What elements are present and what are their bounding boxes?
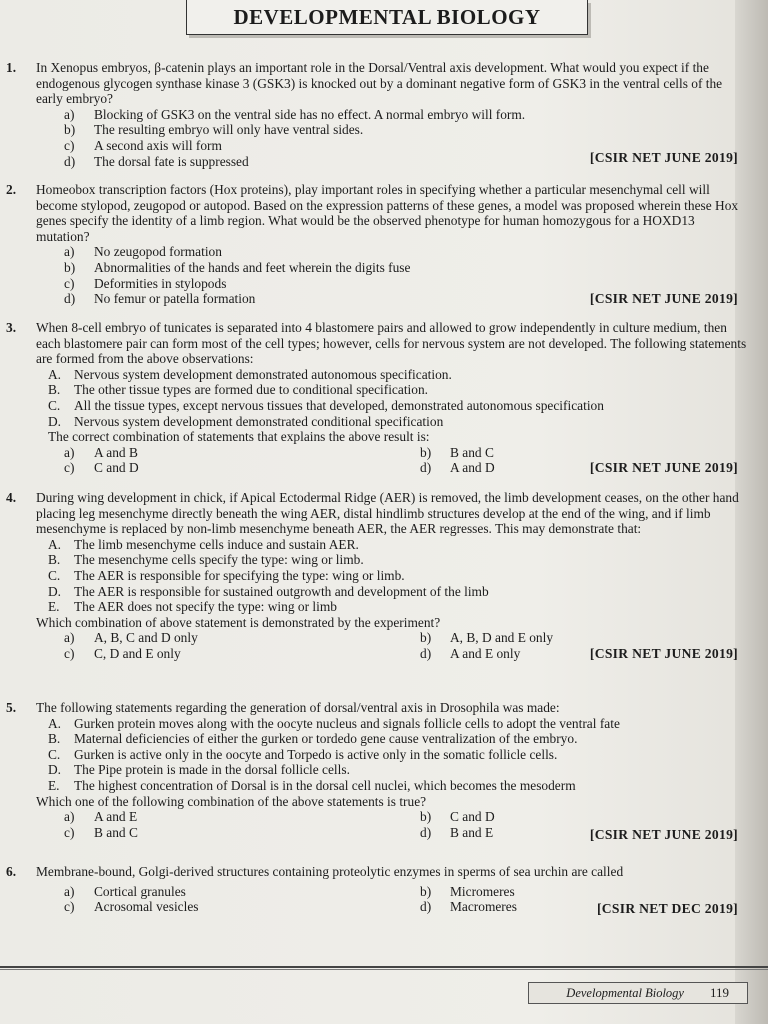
option-c: c) Deformities in stylopods <box>64 275 227 291</box>
question-stem: Membrane-bound, Golgi-derived structures containing proteolytic enzymes in sperms of sea urchin are called <box>36 864 624 879</box>
footer-divider-thin <box>0 969 768 970</box>
option-b: b) A, B, D and E only <box>420 630 554 646</box>
question-5 <box>0 700 768 864</box>
question-4 <box>0 490 768 700</box>
option-b: b) Abnormalities of the hands and feet wherein the digits fuse <box>64 259 411 275</box>
option-a: a) A and E <box>64 809 138 825</box>
option-d: d) A and D <box>420 460 495 476</box>
options-row-1 <box>36 445 748 461</box>
exam-source: [CSIR NET DEC 2019] <box>596 901 738 917</box>
option-b: b) The resulting embryo will only have ventral sides. <box>64 122 364 138</box>
statement-b: B. Maternal deficiencies of either the gurken or tordedo gene cause ventralization of the embryo. <box>48 731 578 747</box>
question-stem: The following statements regarding the generation of dorsal/ventral axis in Drosophila was made: <box>36 700 560 715</box>
exam-source: [CSIR NET JUNE 2019] <box>589 645 738 661</box>
chapter-title: DEVELOPMENTAL BIOLOGY <box>186 0 588 35</box>
statement-c: C. The AER is responsible for specifying the type: wing or limb. <box>48 567 405 583</box>
question-stem: During wing development in chick, if Apical Ectodermal Ridge (AER) is removed, the limb development ceases, on the other hand placing leg mesenchyme directly beneath the wing AER, distal hindlimb structures develop at the end of the wing, and if limb mesenchyme is replaced by non-limb mesenchyme beneath AER, the AER regresses. This may demonstrate that: <box>36 490 739 537</box>
exam-source: [CSIR NET JUNE 2019] <box>589 149 738 165</box>
page-number: 119 <box>709 985 729 1000</box>
statement-d: D. The Pipe protein is made in the dorsal follicle cells. <box>48 762 350 778</box>
question-number: 4. <box>6 490 17 505</box>
option-d: d) No femur or patella formation [CSIR NET JUNE 2019] <box>64 291 738 307</box>
page-footer <box>528 982 748 1004</box>
options-row-1 <box>36 630 748 646</box>
question-number: 1. <box>6 60 17 75</box>
option-d: d) The dorsal fate is suppressed [CSIR NET JUNE 2019] <box>64 149 738 169</box>
option-a: a) No zeugopod formation <box>64 244 222 260</box>
option-c: c) Acrosomal vesicles <box>64 899 199 915</box>
option-d: d) A and E only <box>420 645 521 661</box>
statement-a: A. Nervous system development demonstrated autonomous specification. <box>48 366 452 382</box>
option-c: c) A second axis will form <box>64 137 222 153</box>
option-d: d) B and E <box>420 824 494 840</box>
question-list <box>0 60 768 944</box>
question-prompt: Which one of the following combination of the above statements is true? <box>36 793 427 809</box>
question-6 <box>0 864 768 944</box>
statement-b: B. The mesenchyme cells specify the type: wing or limb. <box>48 552 364 568</box>
option-c: c) C and D <box>64 460 139 476</box>
statement-d: D. Nervous system development demonstrated conditional specification <box>48 413 444 429</box>
statement-a: A. Gurken protein moves along with the oocyte nucleus and signals follicle cells to adopt the ventral fate <box>48 715 620 731</box>
option-a: a) Blocking of GSK3 on the ventral side has no effect. A normal embryo will form. <box>64 106 526 122</box>
statement-c: C. All the tissue types, except nervous tissues that developed, demonstrated autonomous specification <box>48 397 604 413</box>
options-row-2 <box>36 825 748 841</box>
question-number: 6. <box>6 864 17 879</box>
exam-source: [CSIR NET JUNE 2019] <box>589 826 738 842</box>
question-stem: Homeobox transcription factors (Hox proteins), play important roles in specifying whether a particular mesenchymal cell will become stylopod, zeugopod or autopod. Based on the expression patterns of these genes, a model was proposed wherein these Hox genes specify the identity of a limb region. What would be the observed phenotype for human homozygous for a HOXD13 mutation? <box>36 182 739 244</box>
statement-a: A. The limb mesenchyme cells induce and sustain AER. <box>48 536 359 552</box>
question-1 <box>0 60 768 182</box>
statement-b: B. The other tissue types are formed due to conditional specification. <box>48 382 428 398</box>
option-b: b) B and C <box>420 444 494 460</box>
question-number: 3. <box>6 320 17 335</box>
statement-e: E. The AER does not specify the type: wing or limb <box>48 599 337 615</box>
option-c: c) B and C <box>64 824 138 840</box>
option-a: a) A, B, C and D only <box>64 630 198 646</box>
option-d: d) Macromeres <box>420 899 517 915</box>
question-number: 5. <box>6 700 17 715</box>
options-row-1 <box>36 884 748 900</box>
options-row-1 <box>36 809 748 825</box>
question-prompt: The correct combination of statements that explains the above result is: <box>48 429 430 445</box>
option-a: a) A and B <box>64 444 138 460</box>
footer-divider <box>0 966 768 968</box>
option-a: a) Cortical granules <box>64 883 186 899</box>
option-b: b) C and D <box>420 809 495 825</box>
statement-d: D. The AER is responsible for sustained outgrowth and development of the limb <box>48 583 489 599</box>
footer-label: Developmental Biology <box>566 985 684 1000</box>
statement-c: C. Gurken is active only in the oocyte and Torpedo is active only in the somatic follicle cells. <box>48 746 558 762</box>
exam-source: [CSIR NET JUNE 2019] <box>589 460 738 476</box>
question-stem: When 8-cell embryo of tunicates is separated into 4 blastomere pairs and allowed to grow independently in culture medium, then each blastomere pair can form most of the cell types; however, cells for nervous system are not developed. The following statements are formed from the above observations: <box>36 320 747 367</box>
options-row-2 <box>36 460 748 476</box>
question-prompt: Which combination of above statement is demonstrated by the experiment? <box>36 614 441 630</box>
question-number: 2. <box>6 182 17 197</box>
options-row-2 <box>36 646 748 662</box>
option-b: b) Micromeres <box>420 883 515 899</box>
statement-e: E. The highest concentration of Dorsal is in the dorsal cell nuclei, which becomes the mesoderm <box>48 777 576 793</box>
question-stem: In Xenopus embryos, β-catenin plays an important role in the Dorsal/Ventral axis development. What would you expect if the endogenous glycogen synthase kinase 3 (GSK3) is knocked out by a dominant negative form of GSK3 in the ventral cells of the early embryo? <box>36 60 723 107</box>
option-c: c) C, D and E only <box>64 645 181 661</box>
options-row-2 <box>36 899 748 915</box>
question-3 <box>0 320 768 490</box>
question-2 <box>0 182 768 320</box>
exam-source: [CSIR NET JUNE 2019] <box>589 291 738 307</box>
